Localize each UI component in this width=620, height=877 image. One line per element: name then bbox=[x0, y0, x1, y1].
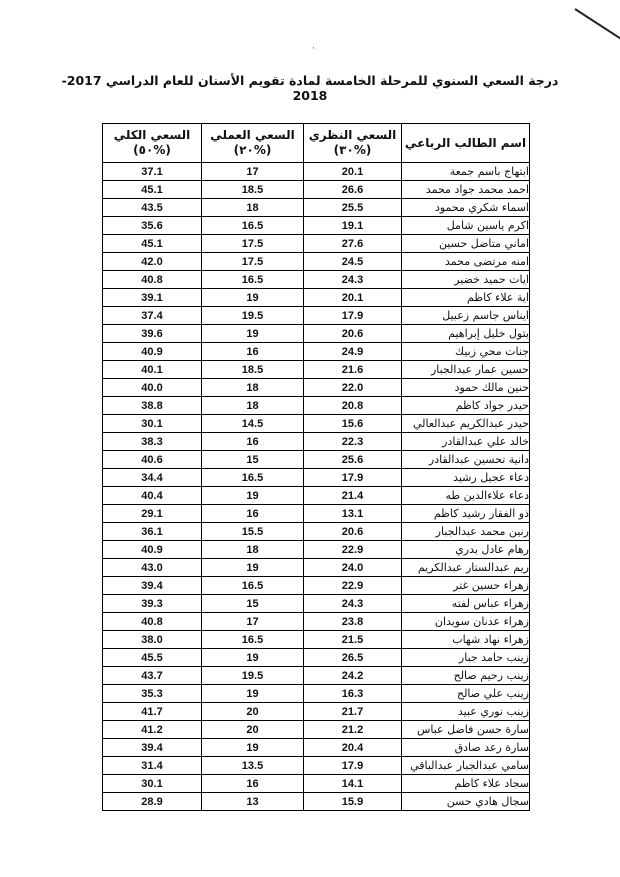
theory-score-cell: 21.4 bbox=[304, 487, 402, 505]
total-score-cell: 40.4 bbox=[103, 487, 202, 505]
student-name-cell: ريم عبدالستار عبدالكريم bbox=[402, 559, 530, 577]
header-theory-label: السعي النظري bbox=[308, 128, 397, 142]
total-score-cell: 39.3 bbox=[103, 595, 202, 613]
practical-score-cell: 16.5 bbox=[202, 217, 304, 235]
theory-score-cell: 25.6 bbox=[304, 451, 402, 469]
practical-score-cell: 19.5 bbox=[202, 667, 304, 685]
table-row bbox=[103, 721, 530, 739]
header-theory-weight: (%٣٠) bbox=[333, 143, 372, 157]
table-row bbox=[103, 217, 530, 235]
theory-score-cell: 26.6 bbox=[304, 181, 402, 199]
practical-score-cell: 18.5 bbox=[202, 181, 304, 199]
total-score-cell: 40.0 bbox=[103, 379, 202, 397]
total-score-cell: 31.4 bbox=[103, 757, 202, 775]
student-name-cell: ايناس جاسم زعبيل bbox=[402, 307, 530, 325]
header-practical bbox=[202, 124, 304, 163]
table-row bbox=[103, 379, 530, 397]
student-name-cell: جنات محي زبيك bbox=[402, 343, 530, 361]
theory-score-cell: 21.2 bbox=[304, 721, 402, 739]
total-score-cell: 38.8 bbox=[103, 397, 202, 415]
theory-score-cell: 21.7 bbox=[304, 703, 402, 721]
table-row bbox=[103, 703, 530, 721]
scan-speck: · bbox=[312, 44, 315, 54]
student-name-cell: حيدر جواد كاظم bbox=[402, 397, 530, 415]
table-header-row bbox=[103, 124, 530, 163]
table-row bbox=[103, 559, 530, 577]
practical-score-cell: 18.5 bbox=[202, 361, 304, 379]
theory-score-cell: 13.1 bbox=[304, 505, 402, 523]
student-name-cell: دانية تحسين عبدالقادر bbox=[402, 451, 530, 469]
practical-score-cell: 16.5 bbox=[202, 577, 304, 595]
theory-score-cell: 22.9 bbox=[304, 577, 402, 595]
practical-score-cell: 17.5 bbox=[202, 235, 304, 253]
theory-score-cell: 23.8 bbox=[304, 613, 402, 631]
total-score-cell: 30.1 bbox=[103, 415, 202, 433]
table-row bbox=[103, 415, 530, 433]
total-score-cell: 35.3 bbox=[103, 685, 202, 703]
theory-score-cell: 20.1 bbox=[304, 163, 402, 181]
practical-score-cell: 16 bbox=[202, 343, 304, 361]
student-name-cell: سجاد علاء كاظم bbox=[402, 775, 530, 793]
student-name-cell: سجال هادي حسن bbox=[402, 793, 530, 811]
scan-mark-line bbox=[574, 8, 620, 41]
student-name-cell: دعاء عجيل رشيد bbox=[402, 469, 530, 487]
total-score-cell: 45.5 bbox=[103, 649, 202, 667]
total-score-cell: 36.1 bbox=[103, 523, 202, 541]
theory-score-cell: 24.0 bbox=[304, 559, 402, 577]
table-row bbox=[103, 361, 530, 379]
header-student-name: اسم الطالب الرباعي bbox=[402, 124, 530, 163]
practical-score-cell: 16.5 bbox=[202, 469, 304, 487]
practical-score-cell: 20 bbox=[202, 721, 304, 739]
student-name-cell: زهراء حسين غتر bbox=[402, 577, 530, 595]
practical-score-cell: 15.5 bbox=[202, 523, 304, 541]
table-row bbox=[103, 775, 530, 793]
theory-score-cell: 15.9 bbox=[304, 793, 402, 811]
table-row bbox=[103, 469, 530, 487]
student-name-cell: ايات حميد خضير bbox=[402, 271, 530, 289]
theory-score-cell: 14.1 bbox=[304, 775, 402, 793]
practical-score-cell: 14.5 bbox=[202, 415, 304, 433]
table-row bbox=[103, 685, 530, 703]
practical-score-cell: 19 bbox=[202, 649, 304, 667]
theory-score-cell: 20.1 bbox=[304, 289, 402, 307]
practical-score-cell: 16 bbox=[202, 505, 304, 523]
total-score-cell: 43.5 bbox=[103, 199, 202, 217]
practical-score-cell: 16.5 bbox=[202, 631, 304, 649]
total-score-cell: 37.4 bbox=[103, 307, 202, 325]
theory-score-cell: 25.5 bbox=[304, 199, 402, 217]
table-row bbox=[103, 631, 530, 649]
practical-score-cell: 19 bbox=[202, 289, 304, 307]
practical-score-cell: 19 bbox=[202, 325, 304, 343]
student-name-cell: احمد محمد جواد محمد bbox=[402, 181, 530, 199]
student-name-cell: اكرم ياسين شامل bbox=[402, 217, 530, 235]
theory-score-cell: 19.1 bbox=[304, 217, 402, 235]
theory-score-cell: 21.5 bbox=[304, 631, 402, 649]
page-title: درجة السعي السنوي للمرحلة الخامسة لمادة تقويم الأسنان للعام الدراسي 2017-2018 bbox=[61, 73, 559, 103]
table-row bbox=[103, 505, 530, 523]
table-row bbox=[103, 253, 530, 271]
student-name-cell: ذو الفقار رشيد كاظم bbox=[402, 505, 530, 523]
theory-score-cell: 24.2 bbox=[304, 667, 402, 685]
table-row bbox=[103, 289, 530, 307]
student-name-cell: بتول خليل إبراهيم bbox=[402, 325, 530, 343]
student-name-cell: زينب علي صالح bbox=[402, 685, 530, 703]
student-name-cell: سارة حسن فاضل عباس bbox=[402, 721, 530, 739]
total-score-cell: 30.1 bbox=[103, 775, 202, 793]
table-row bbox=[103, 235, 530, 253]
practical-score-cell: 19.5 bbox=[202, 307, 304, 325]
table-row bbox=[103, 181, 530, 199]
practical-score-cell: 18 bbox=[202, 379, 304, 397]
table-row bbox=[103, 541, 530, 559]
header-practical-weight: (%٢٠) bbox=[233, 143, 272, 157]
practical-score-cell: 16 bbox=[202, 433, 304, 451]
student-name-cell: زينب رحيم صالح bbox=[402, 667, 530, 685]
table-row bbox=[103, 397, 530, 415]
table-row bbox=[103, 433, 530, 451]
table-row bbox=[103, 649, 530, 667]
practical-score-cell: 15 bbox=[202, 595, 304, 613]
student-name-cell: دعاء علاءالدين طه bbox=[402, 487, 530, 505]
student-name-cell: اية علاء كاظم bbox=[402, 289, 530, 307]
practical-score-cell: 18 bbox=[202, 397, 304, 415]
total-score-cell: 37.1 bbox=[103, 163, 202, 181]
practical-score-cell: 13 bbox=[202, 793, 304, 811]
student-name-cell: زينب نوري عبيد bbox=[402, 703, 530, 721]
total-score-cell: 42.0 bbox=[103, 253, 202, 271]
theory-score-cell: 17.9 bbox=[304, 757, 402, 775]
theory-score-cell: 24.5 bbox=[304, 253, 402, 271]
theory-score-cell: 22.9 bbox=[304, 541, 402, 559]
theory-score-cell: 24.9 bbox=[304, 343, 402, 361]
table-row bbox=[103, 667, 530, 685]
total-score-cell: 40.8 bbox=[103, 613, 202, 631]
theory-score-cell: 15.6 bbox=[304, 415, 402, 433]
theory-score-cell: 20.4 bbox=[304, 739, 402, 757]
student-name-cell: خالد علي عبدالقادر bbox=[402, 433, 530, 451]
practical-score-cell: 18 bbox=[202, 199, 304, 217]
total-score-cell: 28.9 bbox=[103, 793, 202, 811]
student-name-cell: اسماء شكري محمود bbox=[402, 199, 530, 217]
student-name-cell: حنين مالك حمود bbox=[402, 379, 530, 397]
total-score-cell: 40.9 bbox=[103, 541, 202, 559]
table-row bbox=[103, 577, 530, 595]
total-score-cell: 38.0 bbox=[103, 631, 202, 649]
practical-score-cell: 17 bbox=[202, 163, 304, 181]
practical-score-cell: 19 bbox=[202, 685, 304, 703]
student-name-cell: سارة رعد صادق bbox=[402, 739, 530, 757]
theory-score-cell: 26.5 bbox=[304, 649, 402, 667]
theory-score-cell: 17.9 bbox=[304, 469, 402, 487]
theory-score-cell: 27.6 bbox=[304, 235, 402, 253]
header-total-label: السعي الكلي bbox=[113, 128, 191, 142]
theory-score-cell: 22.3 bbox=[304, 433, 402, 451]
table-row bbox=[103, 487, 530, 505]
theory-score-cell: 24.3 bbox=[304, 271, 402, 289]
total-score-cell: 40.9 bbox=[103, 343, 202, 361]
student-name-cell: حيدر عبدالكريم عبدالعالي bbox=[402, 415, 530, 433]
total-score-cell: 39.4 bbox=[103, 577, 202, 595]
student-name-cell: زهراء عدنان سويدان bbox=[402, 613, 530, 631]
practical-score-cell: 17 bbox=[202, 613, 304, 631]
student-name-cell: زهراء نهاد شهاب bbox=[402, 631, 530, 649]
theory-score-cell: 20.6 bbox=[304, 325, 402, 343]
header-theory bbox=[304, 124, 402, 163]
header-total bbox=[103, 124, 202, 163]
total-score-cell: 45.1 bbox=[103, 235, 202, 253]
total-score-cell: 34.4 bbox=[103, 469, 202, 487]
table-row bbox=[103, 613, 530, 631]
header-practical-label: السعي العملي bbox=[210, 128, 295, 142]
header-total-weight: (%٥٠) bbox=[133, 143, 171, 157]
table-row bbox=[103, 595, 530, 613]
total-score-cell: 39.1 bbox=[103, 289, 202, 307]
student-name-cell: زهراء عباس لفته bbox=[402, 595, 530, 613]
theory-score-cell: 21.6 bbox=[304, 361, 402, 379]
practical-score-cell: 19 bbox=[202, 559, 304, 577]
table-row bbox=[103, 523, 530, 541]
total-score-cell: 29.1 bbox=[103, 505, 202, 523]
table-row bbox=[103, 793, 530, 811]
practical-score-cell: 13.5 bbox=[202, 757, 304, 775]
theory-score-cell: 17.9 bbox=[304, 307, 402, 325]
total-score-cell: 41.7 bbox=[103, 703, 202, 721]
student-name-cell: زينب حامد جبار bbox=[402, 649, 530, 667]
student-name-cell: رهام عادل بدري bbox=[402, 541, 530, 559]
student-name-cell: سامي عبدالجبار عبدالباقي bbox=[402, 757, 530, 775]
total-score-cell: 40.1 bbox=[103, 361, 202, 379]
total-score-cell: 38.3 bbox=[103, 433, 202, 451]
total-score-cell: 40.6 bbox=[103, 451, 202, 469]
student-name-cell: ابتهاج باسم جمعة bbox=[402, 163, 530, 181]
student-name-cell: رنين محمد عبدالجبار bbox=[402, 523, 530, 541]
practical-score-cell: 20 bbox=[202, 703, 304, 721]
student-name-cell: حسين عمار عبدالجبار bbox=[402, 361, 530, 379]
total-score-cell: 43.0 bbox=[103, 559, 202, 577]
total-score-cell: 43.7 bbox=[103, 667, 202, 685]
theory-score-cell: 24.3 bbox=[304, 595, 402, 613]
student-name-cell: اماني متاضل حسين bbox=[402, 235, 530, 253]
practical-score-cell: 16.5 bbox=[202, 271, 304, 289]
practical-score-cell: 16 bbox=[202, 775, 304, 793]
table-row bbox=[103, 343, 530, 361]
table-row bbox=[103, 163, 530, 181]
practical-score-cell: 15 bbox=[202, 451, 304, 469]
table-row bbox=[103, 307, 530, 325]
table-row bbox=[103, 451, 530, 469]
student-name-cell: امنه مرتضى محمد bbox=[402, 253, 530, 271]
table-row bbox=[103, 757, 530, 775]
total-score-cell: 39.4 bbox=[103, 739, 202, 757]
table-row bbox=[103, 271, 530, 289]
total-score-cell: 35.6 bbox=[103, 217, 202, 235]
practical-score-cell: 17.5 bbox=[202, 253, 304, 271]
table-row bbox=[103, 325, 530, 343]
total-score-cell: 41.2 bbox=[103, 721, 202, 739]
theory-score-cell: 16.3 bbox=[304, 685, 402, 703]
practical-score-cell: 19 bbox=[202, 739, 304, 757]
grades-table bbox=[102, 123, 530, 811]
table-row bbox=[103, 199, 530, 217]
total-score-cell: 39.6 bbox=[103, 325, 202, 343]
practical-score-cell: 19 bbox=[202, 487, 304, 505]
table-row bbox=[103, 739, 530, 757]
total-score-cell: 45.1 bbox=[103, 181, 202, 199]
total-score-cell: 40.8 bbox=[103, 271, 202, 289]
theory-score-cell: 22.0 bbox=[304, 379, 402, 397]
theory-score-cell: 20.8 bbox=[304, 397, 402, 415]
theory-score-cell: 20.6 bbox=[304, 523, 402, 541]
practical-score-cell: 18 bbox=[202, 541, 304, 559]
